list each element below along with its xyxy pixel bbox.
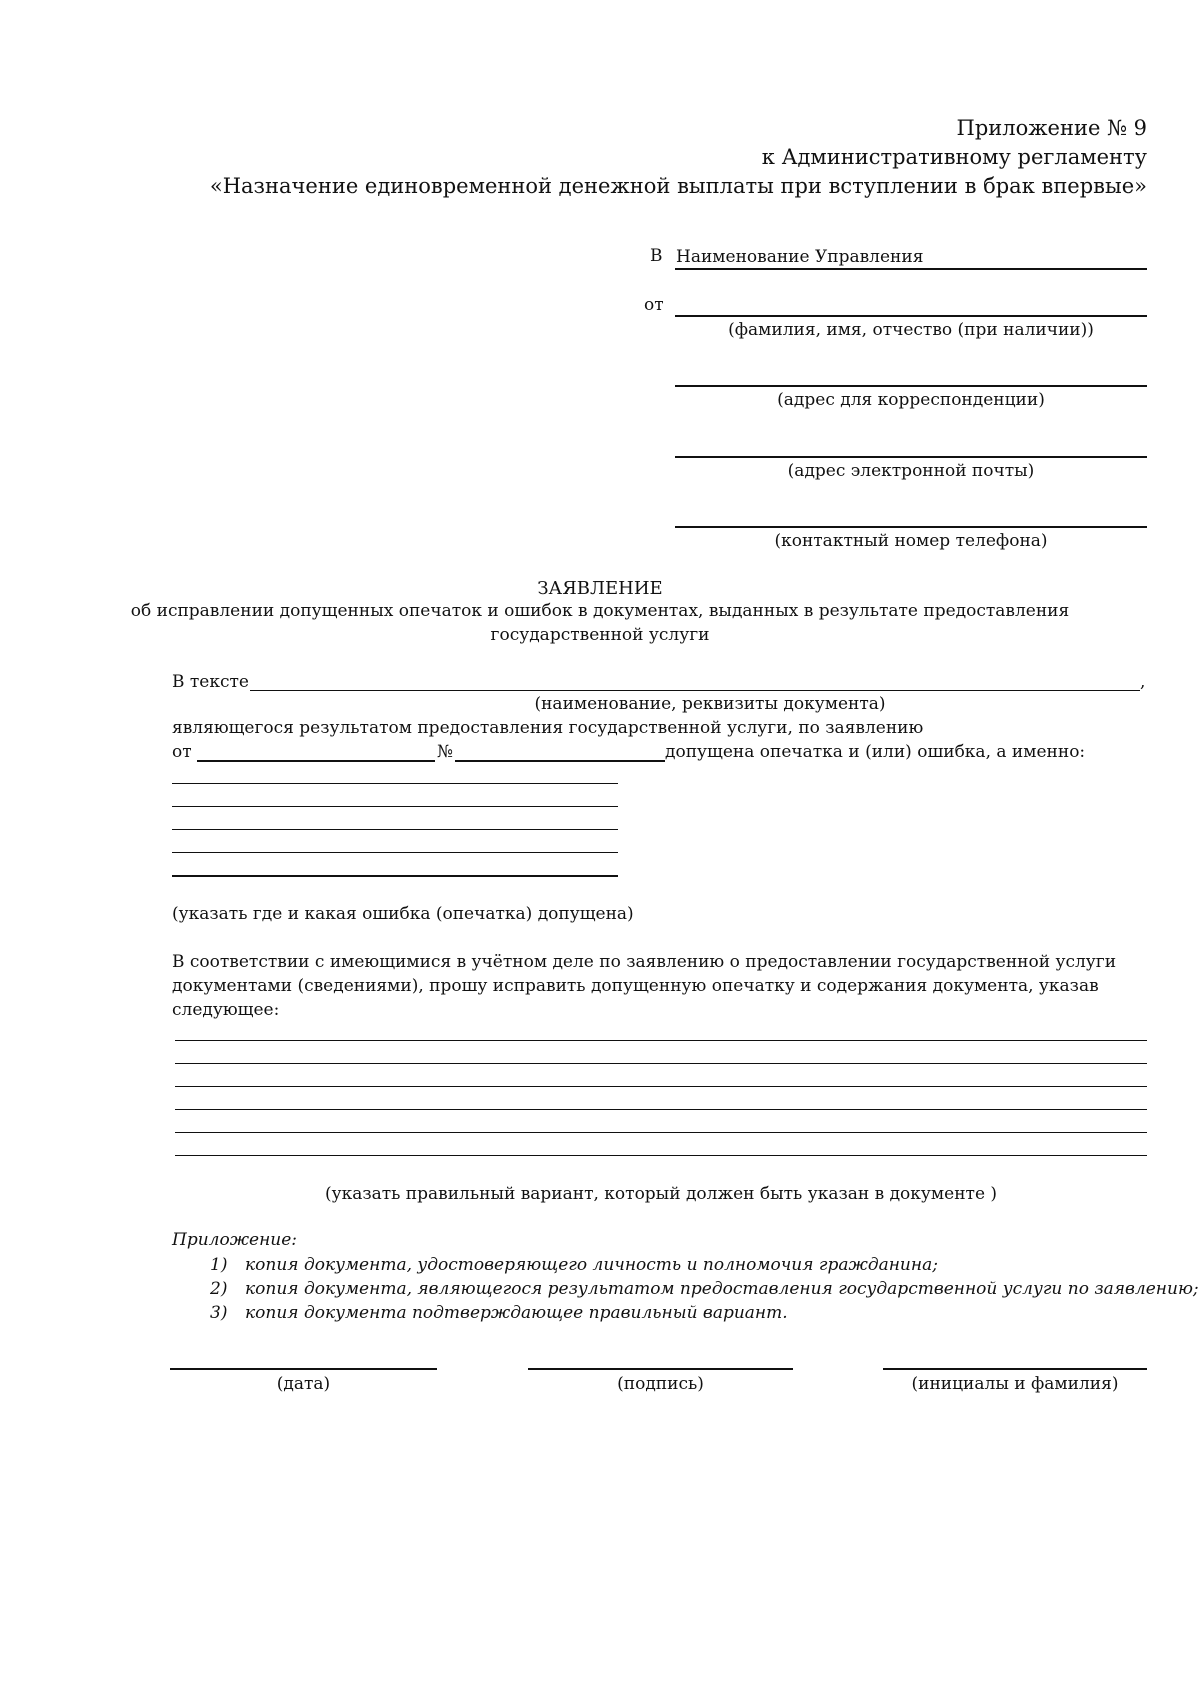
application-number-line bbox=[455, 760, 665, 762]
error-line-4 bbox=[172, 852, 618, 853]
document-name-line bbox=[250, 690, 1140, 691]
correction-paragraph-3: следующее: bbox=[172, 1000, 280, 1020]
document-title: ЗАЯВЛЕНИЕ bbox=[537, 578, 663, 599]
fio-caption: (фамилия, имя, отчество (при наличии)) bbox=[728, 320, 1094, 340]
name-line bbox=[883, 1368, 1147, 1370]
signature-line bbox=[528, 1368, 793, 1370]
correction-line-6 bbox=[175, 1155, 1147, 1156]
attachment-1-number: 1) bbox=[210, 1255, 228, 1275]
document-subtitle-1: об исправлении допущенных опечаток и ошибок в документах, выданных в результате предоставления bbox=[130, 601, 1070, 621]
email-line bbox=[675, 456, 1147, 458]
phone-line bbox=[675, 526, 1147, 528]
department-line bbox=[675, 268, 1147, 270]
name-caption: (инициалы и фамилия) bbox=[911, 1374, 1119, 1394]
result-line: являющегося результатом предоставления государственной услуги, по заявлению bbox=[172, 718, 924, 738]
attachment-2-text: копия документа, являющегося результатом предоставления государственной услуги по заявлению; bbox=[245, 1279, 1199, 1299]
to-prefix: В bbox=[650, 246, 663, 266]
correction-paragraph-2: документами (сведениями), прошу исправить допущенную опечатку и содержания документа, указав bbox=[172, 976, 1099, 996]
attachment-3-text: копия документа подтверждающее правильный вариант. bbox=[245, 1303, 788, 1323]
address-line bbox=[675, 385, 1147, 387]
correction-line-4 bbox=[175, 1109, 1147, 1110]
document-caption: (наименование, реквизиты документа) bbox=[534, 694, 886, 714]
correction-line-5 bbox=[175, 1132, 1147, 1133]
error-line-3 bbox=[172, 829, 618, 830]
correct-variant-caption: (указать правильный вариант, который должен быть указан в документе ) bbox=[324, 1184, 998, 1204]
date-caption: (дата) bbox=[276, 1374, 331, 1394]
correction-line-1 bbox=[175, 1040, 1147, 1041]
attachment-1-text: копия документа, удостоверяющего личность и полномочия гражданина; bbox=[245, 1255, 938, 1275]
correction-line-3 bbox=[175, 1086, 1147, 1087]
address-caption: (адрес для корреспонденции) bbox=[777, 390, 1045, 410]
error-line-5 bbox=[172, 875, 618, 877]
attachment-2-number: 2) bbox=[210, 1279, 228, 1299]
correction-line-2 bbox=[175, 1063, 1147, 1064]
attachment-3-number: 3) bbox=[210, 1303, 228, 1323]
error-line-1 bbox=[172, 783, 618, 784]
trailing-comma: , bbox=[1140, 672, 1146, 692]
attachments-heading: Приложение: bbox=[172, 1230, 298, 1250]
document-subtitle-2: государственной услуги bbox=[490, 625, 710, 645]
from-prefix: от bbox=[644, 295, 664, 315]
error-caption: (указать где и какая ошибка (опечатка) допущена) bbox=[172, 904, 634, 924]
from-date-label: от bbox=[172, 742, 192, 762]
email-caption: (адрес электронной почты) bbox=[787, 461, 1035, 481]
error-line-2 bbox=[172, 806, 618, 807]
in-text-label: В тексте bbox=[172, 672, 249, 692]
date-line bbox=[170, 1368, 437, 1370]
application-date-line bbox=[197, 760, 435, 762]
department-name: Наименование Управления bbox=[676, 247, 924, 267]
correction-paragraph-1: В соответствии с имеющимися в учётном деле по заявлению о предоставлении государственной услуги bbox=[172, 952, 1117, 972]
number-label: № bbox=[437, 742, 454, 762]
signature-caption: (подпись) bbox=[617, 1374, 704, 1394]
appendix-number: Приложение № 9 bbox=[956, 116, 1147, 140]
fio-line bbox=[675, 315, 1147, 317]
phone-caption: (контактный номер телефона) bbox=[774, 531, 1048, 551]
regulation-reference: к Административному регламенту bbox=[761, 145, 1147, 169]
regulation-title: «Назначение единовременной денежной выплаты при вступлении в брак впервые» bbox=[209, 174, 1147, 198]
error-description: допущена опечатка и (или) ошибка, а именно: bbox=[665, 742, 1086, 762]
